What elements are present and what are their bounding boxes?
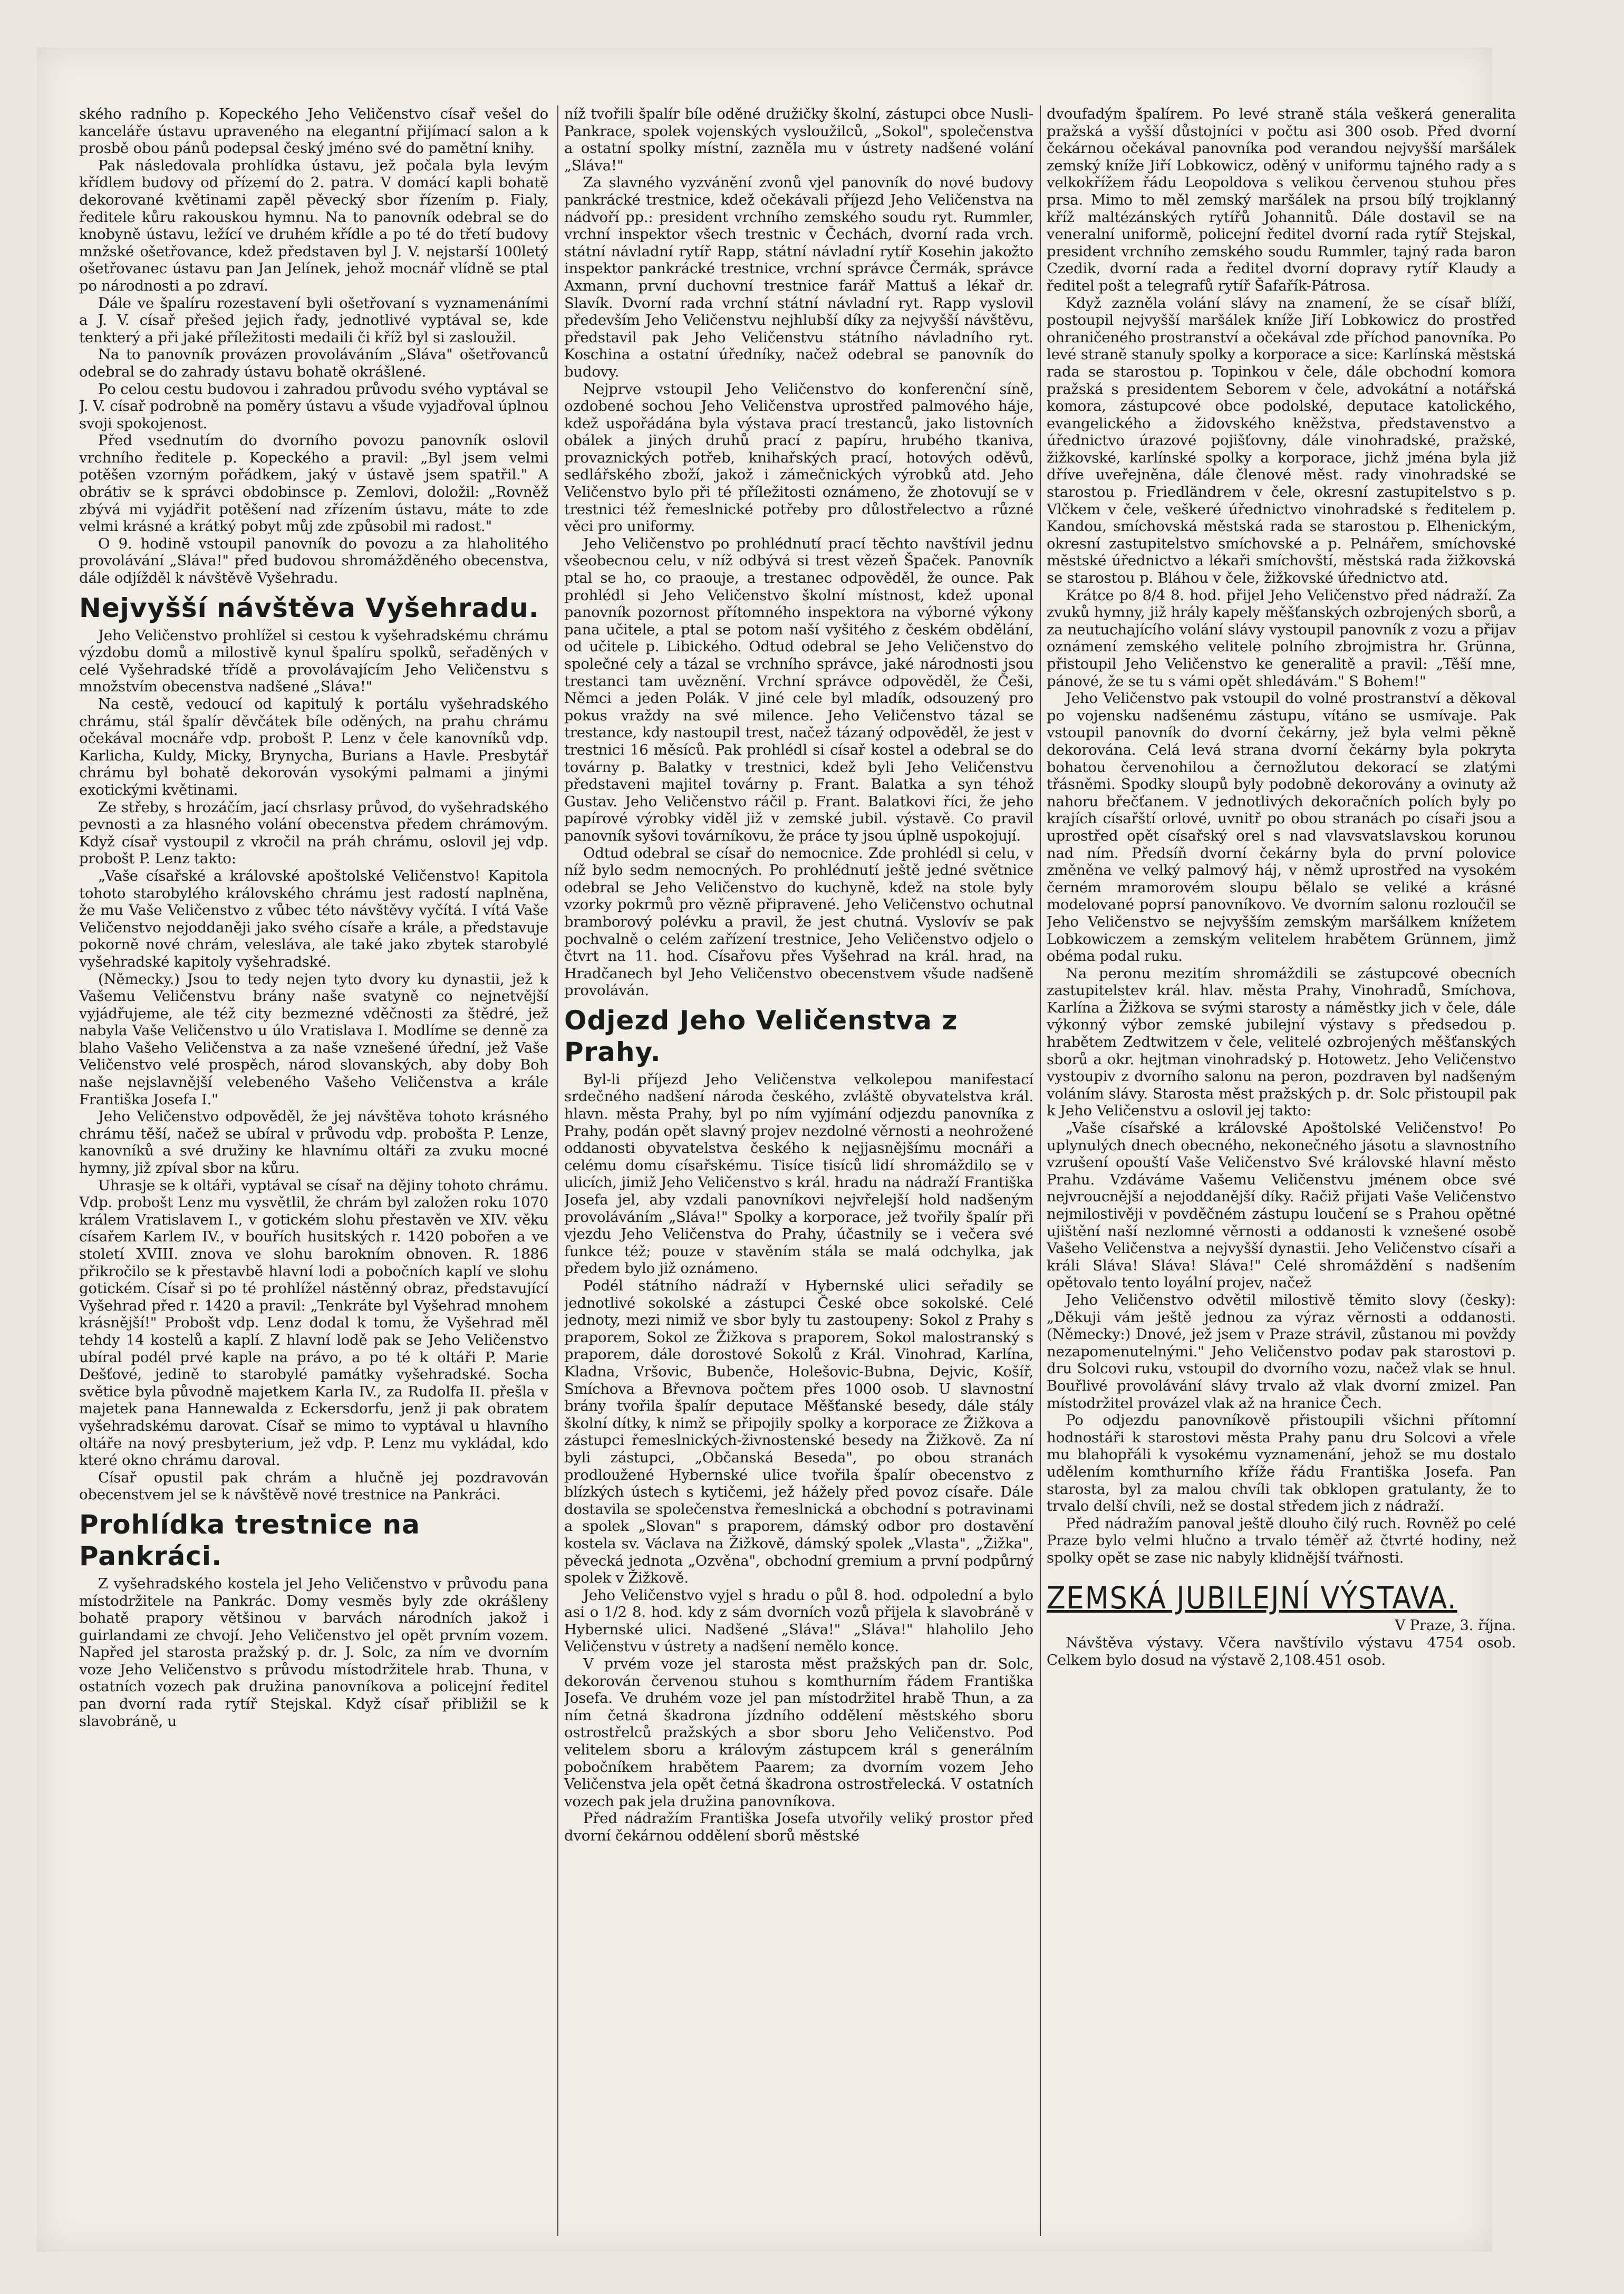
paragraph: (Německy.) Jsou to tedy nejen tyto dvory ku dynastii, jež k Vašemu Veličenstvu brány naše svatyně co nejnetvější vyjádřujeme, ale též city bezmezné vděčnosti za štědré, jež nabyla Vaše Veličenstvo u úlo Vratislava I. Modlíme se denně za blaho Vašeho Veličenstva a za naše vznešené úřední, jež Vaše Veličenstvo velé prospěch, národ slovanských, aby doby Boh naše nejslavnější velebeného Vašeho Veličenstva a krále Františka Josefa I.": [79, 970, 548, 1108]
paragraph: Pak následovala prohlídka ústavu, jež počala byla levým křídlem budovy od přízemí do 2. patra. V domácí kapli bohatě dekorované květinami zapěl pěvecký sbor řízením p. Fialy, ředitele kůru rakouskou hymnu. Na to panovník odebral se do knobyně ústavu, ležící ve druhém křídle a po té do třetí budovy mnžské ošetřovance, kdež představen byl J. V. nejstarší 100letý ošetřovanec ústavu pan Jan Jelínek, jehož mocnář vlídně se ptal po národnosti a po zdraví.: [79, 157, 548, 294]
paragraph: Za slavného vyzvánění zvonů vjel panovník do nové budovy pankrácké trestnice, kdež očekávali příjezd Jeho Veličenstva na nádvoří pp.: president vrchního zemského soudu ryt. Rummler, vrchní inspektor všech trestnic v Čechách, dvorní rada vrch. státní návladní rytíř Rapp, státní návladní rytíř Kosehin jakožto inspektor pankrácké trestnice, vrchní správce Čermák, správce Axmann, první duchovní trestnice farář Mattuš a lékař dr. Slavík. Dvorní rada vrchní státní návladní ryt. Rapp vyslovil především Jeho Veličenstvu nejhlubší díky za nejvyšší návštěvu, představil pak Jeho Veličenstvu státního návladního ryt. Koschina a ostatní úředníky, načež odebral se panovník do budovy.: [564, 174, 1033, 380]
paragraph: Podél státního nádraží v Hybernské ulici seřadily se jednotlivé sokolské a zástupci České obce sokolské. Celé jednoty, mezi nimiž ve sbor byly tu zastoupeny: Sokol z Prahy s praporem, Sokol ze Žižkova s praporem, Sokol malostranský s praporem, dále dorostové Sokolů z Král. Vinohrad, Karlína, Kladna, Vršovic, Bubenče, Holešovic-Bubna, Dejvic, Košíř, Smíchova a Břevnova počtem přes 1000 osob. U slavnostní brány tvořila špalír deputace Měšťanské besedy, dále stály školní dítky, k nimž se připojily spolky a korporace ze Žižkova a zástupci řemeslnických-živnostenské besedy na Žižkově. Za ní byli zástupci, „Občanská Beseda", po obou stranách prodloužené Hybernské ulice tvořila špalír obecenstvo z blízkých ústech s kytičemi, jež hážely před povoz císaře. Dále dostavila se společenstva řemeslnická a obchodní s potravinami a spolek „Slovan" s praporem, dámský odbor pro dostavění kostela sv. Václava na Žižkově, dámský spolek „Vlasta", „Žižka", pěvecká jednota „Ozvěna", obchodní gremium a první podpůrný spolek v Žižkově.: [564, 1277, 1033, 1587]
paragraph: O 9. hodině vstoupil panovník do povozu a za hlaholitého provolávání „Sláva!" před budovou shromážděného obecenstva, dále odjížděl k návštěvě Vyšehradu.: [79, 535, 548, 587]
paragraph: Na to panovník provázen provoláváním „Sláva" ošetřovanců odebral se do zahrady ústavu bohatě okrášlené.: [79, 346, 548, 380]
paragraph: Jeho Veličenstvo prohlížel si cestou k vyšehradskému chrámu výzdobu domů a milostivě kynul špalíru spolků, seřaděných v celé Vyšehradské třídě a provolávajícím Jeho Veličenstvu s množstvím obecenstva nadšené „Sláva!": [79, 626, 548, 696]
paragraph: Uhrasje se k oltáři, vyptával se císař na dějiny tohoto chrámu. Vdp. probošt Lenz mu vysvětlil, že chrám byl založen roku 1070 králem Vratislavem I., v gotickém slohu přestavěn ve XIV. věku císařem Karlem IV., v bouřích husitských r. 1420 pobořen a ve století XVIII. znova ve slohu barokním obnoven. R. 1886 přikročilo se k přestavbě hlavní lodi a pobočních kaplí ve slohu gotickém. Císař si po té prohlížel nástěnný obraz, představující Vyšehrad před r. 1420 a pravil: „Tenkráte byl Vyšehrad mnohem krásnější!" Probošt vdp. Lenz dodal k tomu, že Vyšehrad měl tehdy 14 kostelů a kaplí. Z hlavní lodě pak se Jeho Veličenstvo ubíral podél prvé kaple na právo, a po té k oltáři P. Marie Dešťové, jedině to starobylé památky vyšehradské. Socha světice byla původně majetkem Karla IV., za Rudolfa II. přešla v majetek pana Hannewalda z Eckersdorfu, jenž ji pak obratem vyšehradskému darovat. Císař se mimo to vyptával u hlavního oltáře na nový presbyterium, jež vdp. P. Lenz mu vykládal, kdo které okno chrámu daroval.: [79, 1177, 548, 1469]
paragraph: Z vyšehradského kostela jel Jeho Veličenstvo v průvodu pana místodržitele na Pankrác. Domy vesměs byly zde okrášleny bohatě prapory většinou v barvách národních jakož i guirlandami ze chvojí. Jeho Veličenstvo jel opět prvním vozem. Napřed jel starosta pražský p. dr. J. Solc, za ním ve dvorním voze Jeho Veličenstvo s průvodu místodržitele hrab. Thuna, v ostatních vozech pak družina panovníkova a policejní ředitel pan dvorní rada rytíř Stejskal. Když císař přibližil se k slavobráně, u: [79, 1575, 548, 1730]
paragraph: „Vaše císařské a královské apoštolské Veličenstvo! Kapitola tohoto starobylého královského chrámu jest radostí naplněna, že mu Vaše Veličenstvo z vůbec této návštěvy vyčítá. I vítá Vaše Veličenstvo nejoddaněji jako svého císaře a krále, a představuje pokorně nové chrám, velesláva, ale také jako zbytek starobylé vyšehradské kapitoly vyšehradské.: [79, 867, 548, 970]
paragraph: „Vaše císařské a královské Apoštolské Veličenstvo! Po uplynulých dnech obecného, nekonečného jásotu a slavnostního vzrušení opouští Vaše Veličenstvo Své královské hlavní město Prahu. Vzdáváme Vašemu Veličenstvu jménem obce své nejvroucnější a nejoddanější díky. Račiž přijati Vaše Veličenstvo nejmilostivěji v povděčném zástupu loučení se s Prahou opětné ujištění naší nezlomné věrnosti a oddanosti k vznešené osobě Vašeho Veličenstva a nejvyšší dynastii. Jeho Veličenstvo císaři a králi Sláva! Sláva! Sláva!" Celé shromáždění s nadšením opětovalo tento loyální projev, načež: [1047, 1120, 1516, 1291]
paragraph: Jeho Veličenstvo odpověděl, že jej návštěva tohoto krásného chrámu těší, načež se ubíral v průvodu vdp. probošta P. Lenze, kanovníků a své družiny ke hlavnímu oltáři za zvuku mocné hymny, již zpíval sbor na kůru.: [79, 1108, 548, 1177]
paragraph: Před vsednutím do dvorního povozu panovník oslovil vrchního ředitele p. Kopeckého a pravil: „Byl jsem velmi potěšen vzorným pořádkem, jaký v ústavě jsem spatřil." A obrátiv se k správci obdobinsce p. Zemlovi, doložil: „Rovněž zbývá mi vyjádřit potěšení nad zřízením ústavu, máte to zde velmi krásné a krátký pobyt můj zde způsobil mi radost.": [79, 432, 548, 535]
paragraph: Po celou cestu budovou i zahradou průvodu svého vyptával se J. V. císař podrobně na poměry ústavu a všude vyjadřoval úplnou svoji spokojenost.: [79, 380, 548, 432]
section-heading: Prohlídka trestnice na Pankráci.: [79, 1509, 420, 1572]
paragraph: Jeho Veličenstvo vyjel s hradu o půl 8. hod. odpolední a bylo asi o 1/2 8. hod. kdy z sám dvorních vozů přijela k slavobráně v Hybernské ulici. Nadšené „Sláva!" „Sláva!" hlaholilo Jeho Veličenstvu v ústrety a nadšení nemělo konce.: [564, 1586, 1033, 1655]
column-1: [79, 105, 548, 2257]
paragraph: Jeho Veličenstvo po prohlédnutí prací těchto navštívil jednu všeobecnou celu, v níž odbývá si trest vězeň Špaček. Panovník ptal se ho, co praouje, a trestanec odpověděl, že ounce. Pak prohlédl si Jeho Veličenstvo školní místnost, kdež uponal panovník pozornost přítomného inspektora na výborné výkony pana učitele, a ptal se potom naší vyšitého z českém obdělání, od učitele p. Libického. Odtud odebral se Jeho Veličenstvo do společné cely a tázal se vrchního správce, jaké národnosti jsou trestanci tam uvěznění. Vrchní správce odpověděl, že Češi, Němci a jeden Polák. V jiné cele byl mladík, odsouzený pro pokus vraždy na své milence. Jeho Veličenstvo tázal se trestance, kdy nastoupil trest, načež tázaný odpověděl, že jest v trestnici 16 měsíců. Pak prohlédl si císař kostel a odebral se do továrny p. Balatky v trestnici, kdež byli Jeho Veličenstvu představeni majitel továrny p. Frant. Balatka a syn téhož Gustav. Jeho Veličenstvo ráčil p. Frant. Balatkovi říci, že jeho papírové výrobky viděl již v zemské jubil. výstavě. Co pravil panovník syšovi továrníkovu, že práce ty jsou úplně uspokojují.: [564, 535, 1033, 844]
paragraph: Na cestě, vedoucí od kapitulý k portálu vyšehradského chrámu, stál špalír děvčátek bíle oděných, na prahu chrámu očekával mocnáře vdp. probošt P. Lenz v čele kanovníků vdp. Karlicha, Kuldy, Micky, Brynycha, Burians a Havle. Presbytář chrámu byl bohatě dekorován vysokými palmami a jinými exotickými květinami.: [79, 696, 548, 798]
paragraph: Před nádražím Františka Josefa utvořily veliký prostor před dvorní čekárnou oddělení sborů městské: [564, 1810, 1033, 1844]
paragraph: Císař opustil pak chrám a hlučně jej pozdravován obecenstvem jel se k návštěvě nové trestnice na Pankráci.: [79, 1469, 548, 1503]
paragraph: ského radního p. Kopeckého Jeho Veličenstvo císař vešel do kanceláře ústavu upraveného na elegantní přijímací salon a k prosbě obou pánů podepsal český jméno své do pamětní knihy.: [79, 105, 548, 157]
column-rule: [557, 105, 558, 2236]
paragraph: Byl-li příjezd Jeho Veličenstva velkolepou manifestací srdečného nadšení národa českého, zvláště obyvatelstva král. hlavn. města Prahy, byl po ním vyjímání odjezdu panovníka z Prahy, podán opět slavný projev nezdolné věrnosti a neohrožené oddanosti obyvatelstva českého k nejjasnějšímu mocnáři a celému domu císařskému. Tisíce tisíců lidí shromáždilo se v ulicích, jimiž Jeho Veličenstvo s král. hradu na nádraží Františka Josefa jel, aby vzdali panovníkovi nejvřelejší hold nadšeným provoláváním „Sláva!" Spolky a korporace, jež tvořily špalír při vjezdu Jeho Veličenstva do Prahy, účastnily se i večera své funkce též; pouze v stavěním stála se malá odchylka, jak předem bylo již oznámeno.: [564, 1071, 1033, 1277]
newspaper-page: [37, 47, 1516, 2252]
paragraph: Na peronu mezitím shromáždili se zástupcové obecních zastupitelstev král. hlav. města Prahy, Vinohradů, Smíchova, Karlína a Žižkova se svými starosty a náměstky jich v čele, dále výkonný výbor zemské jubilejní výstavy s předsedou p. hrabětem Zedtwitzem v čele, velitelé ozbrojených měšťanských sborů a okr. hejtman vinohradský p. Hotowetz. Jeho Veličenstvo vystoupiv z dvorního salonu na peron, pozdraven byl nadšeným voláním slávy. Starosta měst pražských p. dr. Solc přistoupil pak k Jeho Veličenstvu a oslovil jej takto:: [1047, 965, 1516, 1120]
section-heading: Odjezd Jeho Veličenstva z Prahy.: [564, 1005, 958, 1067]
section-heading: Nejvyšší návštěva Vyšehradu.: [79, 592, 539, 623]
paragraph: Před nádražím panoval ještě dlouho čilý ruch. Rovněž po celé Praze bylo velmi hlučno a trvalo téměř až čtvrté hodiny, než spolky opět se zase nic nabyly klidnější tvářnosti.: [1047, 1515, 1516, 1566]
paragraph: Krátce po 8/4 8. hod. přijel Jeho Veličenstvo před nádraží. Za zvuků hymny, již hrály kapely měšťanských ozbrojených sborů, a za neutuchajícího volání slávy vystoupil panovník z vozu a přijav oznámení zemského velitele polního zbrojmistra hr. Grünna, přistoupil Jeho Veličenstvo ke generalitě a pravil: „Těší mne, pánové, že se tu s vámi opět shledávám." S Bohem!": [1047, 586, 1516, 690]
paragraph: dvoufadým špalírem. Po levé straně stála veškerá generalita pražská a vyšší důstojníci v počtu asi 300 osob. Před dvorní čekárnou očekával panovníka pod verandou nejvyšší maršálek zemský kníže Jiří Lobkowicz, oděný v uniformu tajného rady a s velkokřížem řádu Leopoldova s velikou červenou stuhou přes prsa. Mimo to měl zemský maršálek na prsou bílý trojklanný kříž maltézánských rytířů Johannitů. Dále dostavil se na veneralní uniformě, policejní ředitel dvorní rada rytíř Stejskal, president vrchního zemského soudu Rummler, tajný rada baron Czedik, dvorní rada a ředitel dvorní dopravy rytíř Klaudy a ředitel pošt a telegrafů rytíř Šafařík-Pátrosa.: [1047, 105, 1516, 294]
paragraph: Dále ve špalíru rozestavení byli ošetřovaní s vyznamenáními a J. V. císař přešed jejich řady, jednotlivé vyptával se, kde tenkterý a při jaké příležitosti medaili či kříž byl si zasloužil.: [79, 294, 548, 346]
column-3: [1047, 105, 1516, 2257]
dateline: V Praze, 3. října.: [1395, 1617, 1516, 1634]
paragraph: Ze střeby, s hrozáčím, jací chsrlasy průvod, do vyšehradského pevnosti a za hlasného volání obecenstva předem chrámovým. Když císař vystoupil z vkročil na práh chrámu, oslovil jej vdp. probošt P. Lenz takto:: [79, 798, 548, 868]
paragraph: Po odjezdu panovníkově přistoupili všichni přítomní hodnostáři k starostovi města Prahy panu dru Solcovi a vřele mu blahopřáli k vysokému vyznamenání, jehož se mu dostalo udělením komthurního kříže řádu Františka Josefa. Pan starosta, byl za malou chvíli tak obklopen gratulanty, že to trvalo delší chvíli, než se dostal středem jich z nádraží.: [1047, 1412, 1516, 1515]
paragraph: Když zazněla volání slávy na znamení, že se císař blíží, postoupil nejvyšší maršálek kníže Jiří Lobkowicz do prostřed ohraničeného prostranství a očekával zde příchod panovníka. Po levé straně stanuly spolky a korporace a sice: Karlínská městská rada se starostou p. Topinkou v čele, dále obchodní komora pražská s presidentem Seborem v čele, advokátní a notářská komora, zástupcové obce podolské, deputace katolického, evangelického a židovského kněžstva, představenstvo a úřednictvo úrazové pojišťovny, dále vinohradské, pražské, žižkovské, karlínské spolky a korporace, jichž jména byla již dříve uveřejněna, dále členové měst. rady vinohradské se starostou p. Friedländrem v čele, okresní zastupitelstvo s p. Vlčkem v čele, veškeré úřednictvo vinohradské s ředitelem p. Kandou, smíchovská městská rada se starostou p. Elhenickým, okresní zastupitelstvo smíchovské a p. Pelnářem, smíchovské městské úřednictvo a lékaři smíchovští, městská rada žižkovská se starostou p. Bláhou v čele, žižkovské úřednictvo atd.: [1047, 294, 1516, 587]
paragraph: Nejprve vstoupil Jeho Veličenstvo do konferenční síně, ozdobené sochou Jeho Veličenstva uprostřed palmového háje, kdež uspořádána byla výstava prací trestanců, jako listovních obálek a jiných druhů prací z papíru, hrubého tkaniva, provaznických potřeb, knihařských prací, hotových oděvů, sedlářského zboží, jakož i zámečnických výrobků atd. Jeho Veličenstvo bylo při té příležitosti oznámeno, že zhotovují se v trestnici též řemeslnické potřeby pro důlostřelectvo a různé věci pro uniformy.: [564, 380, 1033, 535]
paragraph: níž tvořili špalír bíle oděné družičky školní, zástupci obce Nusli-Pankrace, spolek vojenských vysloužilců, „Sokol", společenstva a ostatní spolky místní, zazněla mu v ústrety nadšené volání „Sláva!": [564, 105, 1033, 174]
paragraph: Návštěva výstavy. Včera navštívilo výstavu 4754 osob. Celkem bylo dosud na výstavě 2,108.451 osob.: [1047, 1634, 1516, 1669]
paragraph: Odtud odebral se císař do nemocnice. Zde prohlédl si celu, v níž bylo sedm nemocných. Po prohlédnutí ještě jedné světnice odebral se Jeho Veličenstvo do kuchyně, kdež na stole byly vzorky pokrmů pro vězně připravené. Jeho Veličenstvo ochutnal bramborový polévku a pravil, že jest chutná. Vyslovív se pak pochvalně o celém zařízení trestnice, Jeho Veličenstvo odjelo o čtvrt na 11. hod. Císařovu přes Vyšehrad na král. hrad, na Hradčanech byl Jeho Veličenstvo obecenstvem všude nadšeně provoláván.: [564, 844, 1033, 999]
column-rule: [1040, 105, 1041, 2236]
paragraph: V prvém voze jel starosta měst pražských pan dr. Solc, dekorován červenou stuhou s komthurním řádem Františka Josefa. Ve druhém voze jel pan místodržitel hrabě Thun, a za ním četná škadrona jízdního oddělení městského sboru ostrostřelců pražských a sbor sboru Jeho Veličenstvo. Pod velitelem sboru a královým zástupcem král s generálním pobočníkem hrabětem Paarem; za dvorním vozem Jeho Veličenstva jela opět četná škadrona ostrostřelecká. V ostatních vozech pak jela družina panovníkova.: [564, 1655, 1033, 1810]
section-heading: ZEMSKÁ JUBILEJNÍ VÝSTAVA.: [1047, 1580, 1457, 1616]
column-2: [564, 105, 1033, 2257]
paragraph: Jeho Veličenstvo odvětil milostivě těmito slovy (česky): „Děkuji vám ještě jednou za výraz věrnosti a oddanosti. (Německy:) Dnové, jež jsem v Praze strávil, zůstanou mi povždy nezapomenutelnými." Jeho Veličenstvo podav pak starostovi p. dru Solcovi ruku, vstoupil do dvorního vozu, načež vlak se hnul. Bouřlivé provolávání slávy trvalo až vlak dvorní zmizel. Pan místodržitel provázel vlak až na hranice Čech.: [1047, 1291, 1516, 1412]
paragraph: Jeho Veličenstvo pak vstoupil do volné prostranství a děkoval po vojensku nadšenému zástupu, vítáno se usmívaje. Pak vstoupil panovník do dvorní čekárny, jež byla velmi pěkně dekorována. Celá levá strana dvorní čekárny byla pokryta bohatou červenohilou a černožlutou dekorací se zlatými třásněmi. Spodky sloupů byly podobně dekorovány a ovinuty až nahoru břečťanem. V jednotlivých dekoračních polích byly po krajích císařští orlové, uvnitř po obou stranách po císaři jsou a uprostřed opět císařský orel s nad vlavsvatslavskou korunou nad ním. Předsíň dvorní čekárny byla do první polovice změněna ve velký palmový háj, v němž uprostřed na vysokém černém mramorovém sloupu bělalo se veliké a krásné modelované poprsí panovníkovo. Ve dvorním salonu rozloučil se Jeho Veličenstvo se nejvyšším zemským maršálkem knížetem Lobkowiczem a zemským velitelem hrabětem Grünnem, jimž obéma podal ruku.: [1047, 690, 1516, 965]
